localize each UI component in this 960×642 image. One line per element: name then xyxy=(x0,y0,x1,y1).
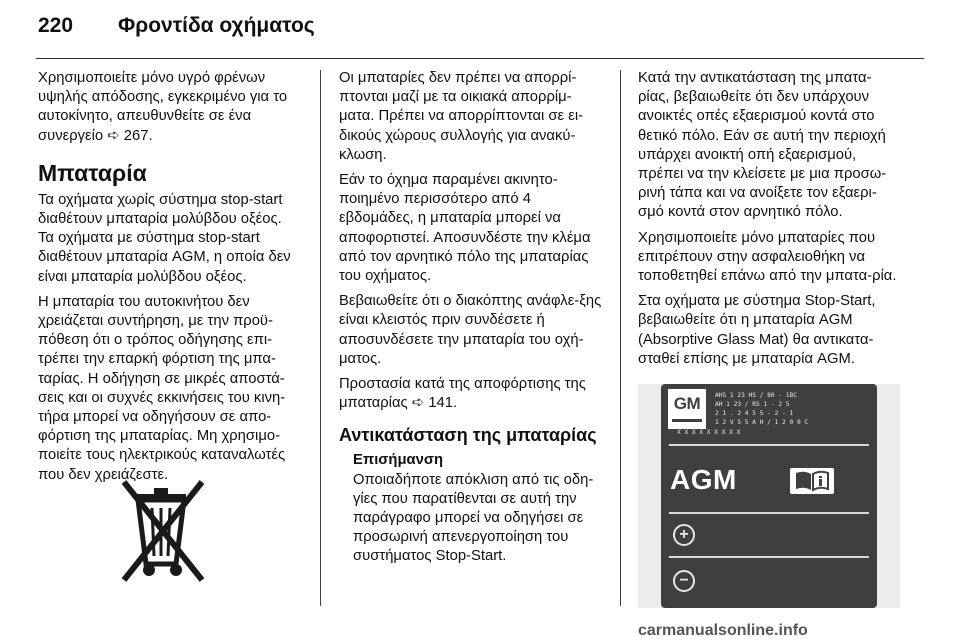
disposal-para: Οι μπαταρίες δεν πρέπει να απορρί-πτονται μαζί με τα οικιακά απορρίμ-ματα. Πρέπει να απορρίπτονται σε ει-δικούς χώρους συλλογής για ανακύ-κλωση. xyxy=(339,70,584,163)
brake-fluid-note: Χρησιμοποιείτε μόνο υγρό φρένων υψηλής απόδοσης, εγκεκριμένο για το αυτοκίνητο, απευθυνθείτε σε ένα συνεργείο ➪ 267. xyxy=(38,70,288,144)
vent-para: Κατά την αντικατάσταση της μπατα-ρίας, βεβαιωθείτε ότι δεν υπάρχουν ανοικτές οπές εξαερισμού κοντά στο θετικό πόλο. Εάν σε αυτή την περιοχή υπάρχει ανοικτή οπή εξαερισμού, πρέπει να την κλείσετε με μια προσω-ρινή τάπα και να ανοίξετε τον εξαερι-σμό κοντά στον αρνητικό πόλο. xyxy=(638,70,887,221)
page-ref-icon: ➪ xyxy=(411,395,425,412)
header-rule xyxy=(36,58,924,59)
sticker-divider xyxy=(669,512,869,514)
battery-replacement-heading: Αντικατάσταση της μπαταρίας xyxy=(339,425,597,446)
agm-sticker xyxy=(661,384,877,608)
sticker-fine-print: AH 1 23 / RS 1 - 2 5 xyxy=(715,401,790,408)
sticker-fine-print: X X X X X X X X X xyxy=(677,429,741,436)
column-divider-2 xyxy=(620,70,621,606)
discharge-protection-para: Προστασία κατά της αποφόρτισης της μπαταρίας ➪ 141. xyxy=(339,376,586,412)
agm-battery-photo xyxy=(638,384,900,608)
battery-para-1: Τα οχήματα χωρίς σύστημα stop-start διαθέτουν μπαταρία μολύβδου οξέος. Τα οχήματα με σύστημα stop-start διαθέτουν μπαταρία AGM, η οποία δεν είναι μπαταρία μολύβδου οξέος. xyxy=(38,191,291,285)
sticker-fine-print: AHS 1 23 HS / 80 - 1BC xyxy=(715,392,797,399)
sticker-divider xyxy=(669,556,869,558)
agm-label: AGM xyxy=(670,464,737,495)
watermark: carmanualsonline.info xyxy=(638,622,808,639)
storage-para: Εάν το όχημα παραμένει ακινητο-ποιημένο περισσότερο από 4 εβδομάδες, η μπαταρία μπορεί να αποφορτιστεί. Αποσυνδέστε την κλέμα από τον αρνητικό πόλο της μπαταρίας του οχήματος. xyxy=(339,172,591,285)
notice-title: Επισήμανση xyxy=(353,452,444,469)
column-1 xyxy=(38,69,300,491)
negative-terminal-icon: − xyxy=(673,570,695,592)
column-2 xyxy=(339,69,603,567)
sticker-divider xyxy=(669,444,869,446)
page-header xyxy=(38,14,315,46)
manual-icon xyxy=(790,468,834,494)
notice-text: Οποιαδήποτε απόκλιση από τις οδη-γίες που παρατίθενται σε αυτή την παράγραφο μπορεί να οδηγήσει σε προσωρινή απενεργοποίηση του συστήματος Stop-Start. xyxy=(353,471,594,565)
page-title: Φροντίδα οχήματος xyxy=(118,14,315,37)
agm-para: Στα οχήματα με σύστημα Stop-Start, βεβαιωθείτε ότι η μπαταρία AGM (Absorptive Glass Mat) θα αντικατα-σταθεί επίσης με μπαταρία AGM. xyxy=(638,293,876,367)
positive-terminal-icon: + xyxy=(673,524,695,546)
fuse-box-para: Χρησιμοποιείτε μόνο μπαταρίες που επιτρέπουν στην ασφαλειοθήκη να τοποθετηθεί επάνω από την μπατα-ρία. xyxy=(638,229,897,285)
page-ref-link[interactable]: 141. xyxy=(424,395,458,412)
crossed-bin-icon xyxy=(116,476,216,588)
page-ref-icon: ➪ xyxy=(107,127,120,144)
battery-para-2: Η μπαταρία του αυτοκινήτου δεν χρειάζεται συντήρηση, με την προϋ-πόθεση ότι ο τρόπος οδήγησης επι-τρέπει την επαρκή φόρτιση της μπα-ταρίας. Η οδήγηση σε μικρές αποστά-σεις και οι συχνές εκκινήσεις του κινη-τήρα μπορεί να οδηγήσουν σε απο-φόρτιση της μπαταρίας. Μη χρησιμο-ποιείτε τους ηλεκτρικούς καταναλωτές που δεν χρειάζεστε. xyxy=(38,293,286,483)
ignition-para: Βεβαιωθείτε ότι ο διακόπτης ανάφλε-ξης είναι κλειστός πριν συνδέσετε ή αποσυνδέσετε την μπαταρία του οχή-ματος. xyxy=(339,293,602,367)
column-3 xyxy=(638,69,902,375)
page-number: 220 xyxy=(38,14,74,37)
page-ref-link[interactable]: 267. xyxy=(119,127,153,144)
battery-heading: Μπαταρία xyxy=(38,159,147,186)
gm-logo-text: GM xyxy=(673,394,701,413)
notice-box xyxy=(339,451,603,566)
column-divider-1 xyxy=(320,70,321,606)
sticker-fine-print: 2 1 . 2 4 5 5 - 2 - 1 xyxy=(715,410,794,417)
sticker-fine-print: 1 2 V 5 5 A H / 1 2 0 0 C xyxy=(715,419,809,426)
